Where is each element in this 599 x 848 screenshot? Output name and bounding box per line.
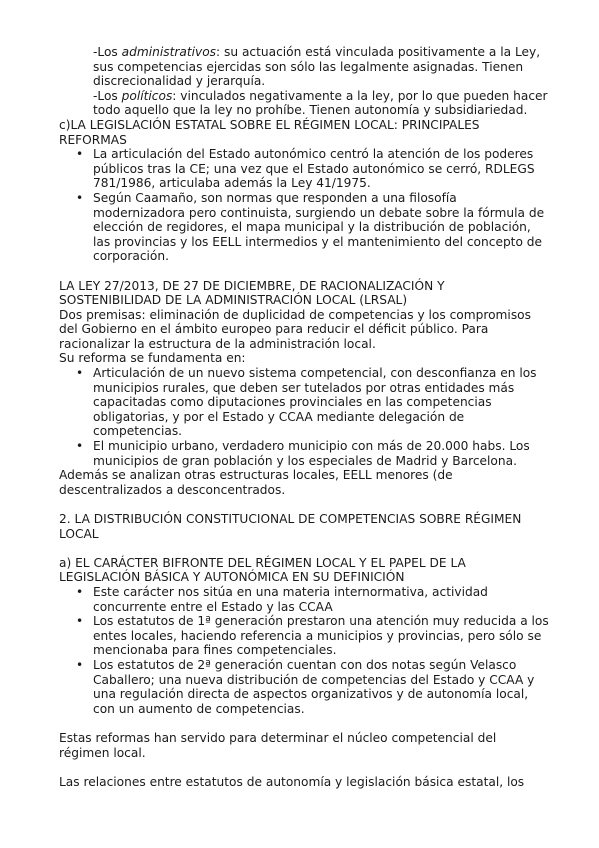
- section-a-heading: a) EL CARÁCTER BIFRONTE DEL RÉGIMEN LOCAL Y EL PAPEL DE LA LEGISLACIÓN BÁSICA Y AUTONÓMICA EN SU DEFINICIÓN: [59, 555, 466, 585]
- section-c-list: [59, 147, 549, 264]
- bullet-icon: •: [76, 190, 84, 205]
- admin-text: : su actuación está vinculada positivamente a la Ley, sus competencias ejercidas son sólo las legalmente asignadas. Tienen discrecionalidad y jerarquía.: [93, 45, 541, 89]
- section-2-heading: 2. LA DISTRIBUCIÓN CONSTITUCIONAL DE COMPETENCIAS SOBRE RÉGIMEN LOCAL: [59, 512, 522, 541]
- lrsal-intro: Dos premisas: eliminación de duplicidad de competencias y los compromisos del Gobierno en el ámbito europeo para reducir el déficit público. Para racionalizar la estructura de la administración local.: [59, 307, 531, 351]
- list-item: • El municipio urbano, verdadero municipio con más de 20.000 habs. Los municipios de gran población y los especiales de Madrid y Barcelona.: [76, 439, 530, 468]
- reforms-paragraph: Estas reformas han servido para determinar el núcleo competencial del régimen local.: [59, 730, 497, 760]
- section-c-heading: c)LA LEGISLACIÓN ESTATAL SOBRE EL RÉGIMEN LOCAL: PRINCIPALES REFORMAS: [59, 117, 480, 147]
- list-item: • Los estatutos de 1ª generación prestaron una atención muy reducida a los entes locales, haciendo referencia a municipios y provincias, pero sólo se mencionaba para fines competenciales.: [76, 614, 549, 658]
- relations-paragraph: Las relaciones entre estatutos de autonomía y legislación básica estatal, los: [59, 774, 525, 789]
- bullet-icon: •: [76, 657, 84, 672]
- list-item: • La articulación del Estado autonómico centró la atención de los poderes públicos tras la CE; una vez que el Estado autonómico se cerró, RDLEGS 781/1986, articulaba además la Ley 41/1975.: [76, 147, 535, 191]
- bullet-icon: •: [76, 584, 84, 599]
- pol-prefix: -Los: [93, 88, 122, 103]
- lrsal-reform: Su reforma se fundamenta en:: [59, 351, 246, 366]
- list-item: • Este carácter nos sitúa en una materia internormativa, actividad concurrente entre el Estado y las CCAA: [76, 584, 488, 614]
- administrativos-paragraph: [59, 45, 549, 118]
- bullet-icon: •: [76, 439, 84, 454]
- document-page: [59, 45, 549, 789]
- list-item: • Articulación de un nuevo sistema competencial, con desconfianza en los municipios rurales, que deben ser tutelados por otras entidades más capacitadas como diputaciones provinciales en las competencias obligatorias, y por el Estado y CCAA mediante delegación de competencias.: [76, 366, 537, 439]
- admin-emphasis: administrativos: [121, 45, 217, 59]
- lrsal-also: Además se analizan otras estructuras locales, EELL menores (de descentralizados a desconcentrados.: [59, 468, 453, 497]
- bullet-icon: •: [76, 366, 84, 381]
- list-item: • Los estatutos de 2ª generación cuentan con dos notas según Velasco Caballero; una nueva distribución de competencias del Estado y CCAA y una regulación directa de aspectos organizativos y de autonomía local, con un aumento de competencias.: [76, 657, 535, 716]
- lrsal-heading: LA LEY 27/2013, DE 27 DE DICIEMBRE, DE RACIONALIZACIÓN Y SOSTENIBILIDAD DE LA ADMINISTRACIÓN LOCAL (LRSAL): [59, 278, 445, 308]
- section-a-list: [59, 585, 549, 716]
- bullet-icon: •: [76, 614, 84, 629]
- bullet-icon: •: [76, 147, 84, 162]
- list-item: • Según Caamaño, son normas que responden a una filosofía modernizadora pero continuista, surgiendo un debate sobre la fórmula de elección de regidores, el mapa municipal y la distribución de población, las provincias y los EELL intermedios y el mantenimiento del concepto de corporación.: [76, 190, 545, 264]
- pol-text: : vinculados negativamente a la ley, por lo que pueden hacer todo aquello que la ley no prohíbe. Tienen autonomía y subsidiariedad.: [93, 88, 548, 118]
- lrsal-list: [59, 366, 549, 468]
- pol-emphasis: políticos: [121, 88, 173, 103]
- admin-prefix: -Los: [93, 45, 122, 59]
